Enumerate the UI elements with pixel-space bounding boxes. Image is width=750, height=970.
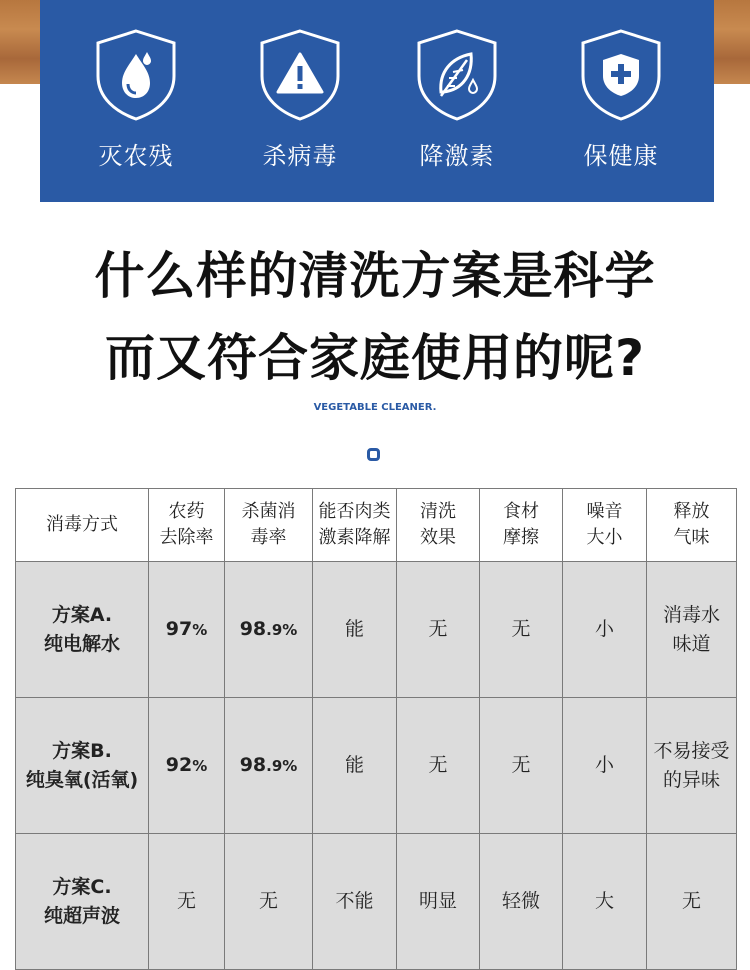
method-cell bbox=[16, 562, 149, 698]
cleaning-cell: 明显 bbox=[397, 834, 480, 970]
pesticide-value: 92 bbox=[165, 753, 193, 776]
cleaning-cell: 无 bbox=[397, 698, 480, 834]
sterilize-cell bbox=[225, 698, 313, 834]
sterilize-cell: 无 bbox=[225, 834, 313, 970]
comparison-table bbox=[15, 488, 737, 970]
feature-pesticide bbox=[76, 28, 196, 171]
sterilize-value: 98 bbox=[239, 753, 267, 776]
sterilize-value: 98 bbox=[239, 617, 267, 640]
header-sterilize: 杀菌消 毒率 bbox=[225, 489, 313, 562]
friction-cell: 无 bbox=[480, 698, 563, 834]
pesticide-cell bbox=[149, 562, 225, 698]
header-noise: 噪音 大小 bbox=[563, 489, 647, 562]
feature-label: 灭农残 bbox=[98, 142, 174, 170]
header-method: 消毒方式 bbox=[16, 489, 149, 562]
header-cleaning: 清洗 效果 bbox=[397, 489, 480, 562]
friction-cell: 无 bbox=[480, 562, 563, 698]
sterilize-unit: .9% bbox=[266, 756, 298, 775]
table-row bbox=[16, 834, 737, 970]
odor-cell: 消毒水 味道 bbox=[647, 562, 737, 698]
feature-virus bbox=[240, 28, 360, 171]
method-code: 方案A. bbox=[51, 603, 113, 626]
noise-cell: 小 bbox=[563, 698, 647, 834]
noise-cell: 大 bbox=[563, 834, 647, 970]
header-odor: 释放 气味 bbox=[647, 489, 737, 562]
pesticide-unit: % bbox=[192, 620, 208, 639]
ring-icon bbox=[367, 448, 380, 461]
feature-health bbox=[561, 28, 681, 171]
header-friction: 食材 摩擦 bbox=[480, 489, 563, 562]
pesticide-value: 97 bbox=[165, 617, 193, 640]
method-name: 纯电解水 bbox=[43, 632, 120, 655]
wood-background-left bbox=[0, 0, 40, 84]
medical-cross-icon bbox=[575, 28, 667, 122]
headline-line-2: 而又符合家庭使用的呢? bbox=[104, 329, 645, 387]
pesticide-unit: % bbox=[192, 756, 208, 775]
table-row bbox=[16, 698, 737, 834]
method-code: 方案B. bbox=[52, 739, 112, 762]
method-name: 纯臭氧(活氧) bbox=[25, 768, 139, 791]
pesticide-cell bbox=[149, 698, 225, 834]
wood-background-right bbox=[710, 0, 750, 84]
headline-line-1: 什么样的清洗方案是科学 bbox=[94, 247, 656, 305]
method-cell bbox=[16, 698, 149, 834]
water-drop-icon bbox=[90, 28, 182, 122]
feature-label: 杀病毒 bbox=[262, 142, 338, 170]
sterilize-unit: .9% bbox=[266, 620, 298, 639]
feature-label: 保健康 bbox=[583, 142, 659, 170]
leaf-icon bbox=[411, 28, 503, 122]
warning-icon bbox=[254, 28, 346, 122]
odor-cell: 无 bbox=[647, 834, 737, 970]
odor-cell: 不易接受 的异味 bbox=[647, 698, 737, 834]
method-code: 方案C. bbox=[52, 875, 112, 898]
table-header-row bbox=[16, 489, 737, 562]
header-hormone: 能否肉类 激素降解 bbox=[313, 489, 397, 562]
header-pesticide: 农药 去除率 bbox=[149, 489, 225, 562]
method-cell bbox=[16, 834, 149, 970]
cleaning-cell: 无 bbox=[397, 562, 480, 698]
pesticide-cell: 无 bbox=[149, 834, 225, 970]
noise-cell: 小 bbox=[563, 562, 647, 698]
hormone-cell: 不能 bbox=[313, 834, 397, 970]
subtitle: VEGETABLE CLEANER. bbox=[313, 402, 437, 413]
feature-label: 降激素 bbox=[419, 142, 495, 170]
feature-banner bbox=[40, 0, 714, 202]
feature-hormone bbox=[397, 28, 517, 171]
hormone-cell: 能 bbox=[313, 562, 397, 698]
sterilize-cell bbox=[225, 562, 313, 698]
table-row bbox=[16, 562, 737, 698]
method-name: 纯超声波 bbox=[43, 904, 120, 927]
hormone-cell: 能 bbox=[313, 698, 397, 834]
friction-cell: 轻微 bbox=[480, 834, 563, 970]
